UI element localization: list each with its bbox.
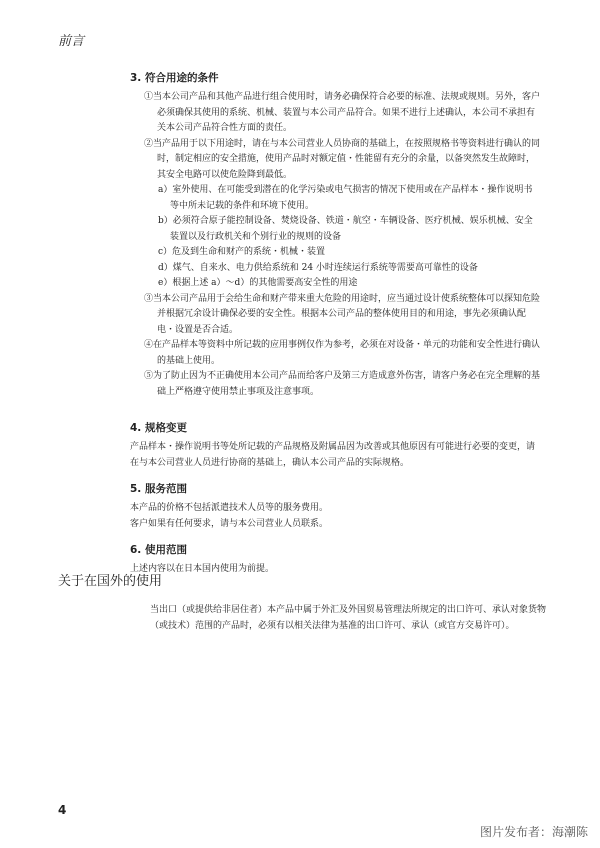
section-6-title: 6. 使用范围 [130,544,187,556]
section-3 [130,70,540,400]
condition-subitem-c: c）危及到生命和财产的系统・机械・装置 [158,247,326,257]
page-header-title: 前言 [58,34,85,49]
condition-item-4: ④在产品样本等资料中所记载的应用事例仅作为参考，必须在对设备・单元的功能和安全性进行确认的基础上使用。 [144,340,541,366]
section-6 [130,542,540,578]
condition-subitem-a: a）室外使用、在可能受到潜在的化学污染或电气损害的情况下使用或在产品样本・操作说明书等中所未记载的条件和环境下使用。 [158,185,533,211]
section-4 [130,420,540,471]
condition-item-1: ①当本公司产品和其他产品进行组合使用时，请务必确保符合必要的标准、法规或规则。另外，客户必须确保其使用的系统、机械、装置与本公司产品符合。如果不进行上述确认，本公司不承担有关本公司产品符合性方面的责任。 [144,92,541,133]
section-5-line-2: 客户如果有任何要求，请与本公司营业人员联系。 [130,518,329,529]
publisher-watermark: 图片发布者：海潮陈 [479,825,588,839]
section-3-title: 3. 符合用途的条件 [130,72,219,84]
foreign-use-heading: 关于在国外的使用 [58,574,163,589]
condition-subitem-b: b）必须符合原子能控制设备、焚烧设备、铁道・航空・车辆设备、医疗机械、娱乐机械、安全装置以及行政机关和个别行业的规则的设备 [158,216,533,242]
section-4-title: 4. 规格变更 [130,422,187,434]
conditions-content [130,70,540,588]
condition-item-3: ③当本公司产品用于会给生命和财产带来重大危险的用途时，应当通过设计使系统整体可以探知危险并根据冗余设计确保必要的安全性。根据本公司产品的整体使用目的和用途，事先必须确认配电・设置是否合适。 [144,293,541,335]
section-5-title: 5. 服务范围 [130,483,187,495]
section-5-line-1: 本产品的价格不包括派遣技术人员等的服务费用。 [130,503,329,513]
condition-subitem-e: e）根据上述 a）～d）的其他需要高安全性的用途 [158,278,358,288]
condition-item-2: ②当产品用于以下用途时，请在与本公司营业人员协商的基础上，在按照规格书等资料进行确认的同时，制定相应的安全措施，使用产品时对额定值・性能留有充分的余量，以备突然发生故障时，其安全电路可以使危险降到最低。 [144,138,541,180]
section-5 [130,481,540,532]
section-6-text: 上述内容以在日本国内使用为前提。 [130,564,275,574]
condition-item-5: ⑤为了防止因为不正确使用本公司产品而给客户及第三方造成意外伤害，请客户务必在完全理解的基础上严格遵守使用禁止事项及注意事项。 [144,371,541,397]
condition-subitem-d: d）煤气、自来水、电力供给系统和 24 小时连续运行系统等需要高可靠性的设备 [158,262,478,273]
page-number: 4 [58,803,67,817]
foreign-use-text: 当出口（或提供给非居住者）本产品中属于外汇及外国贸易管理法所规定的出口许可、承认对象货物（或技术）范围的产品时，必须有以相关法律为基准的出口许可、承认（或官方交易许可）。 [150,605,547,631]
section-4-text: 产品样本・操作说明书等处所记载的产品规格及附属品因为改善或其他原因有可能进行必要的变更，请在与本公司营业人员进行协商的基础上，确认本公司产品的实际规格。 [130,442,536,468]
